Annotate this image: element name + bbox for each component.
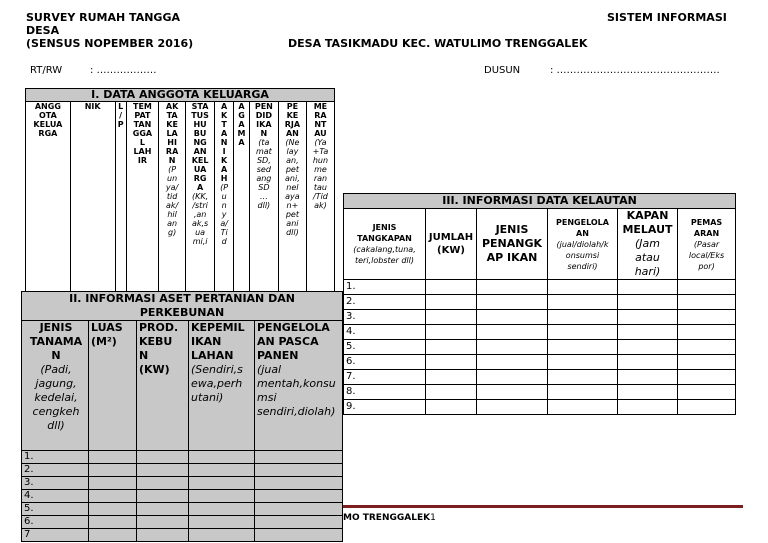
table2-col-hint: (Sendiri,s ewa,perh utani) [191,363,243,404]
table2-input-cell[interactable] [189,490,255,503]
table-row [22,516,343,529]
survey-title-line2: DESA [26,24,60,37]
footer-text: MO TRENGGALEK [343,513,431,523]
table3-input-cell[interactable] [548,370,618,385]
table3-input-cell[interactable] [678,340,736,355]
table3-input-cell[interactable] [618,355,678,370]
rtrw-value[interactable]: : ……………… [90,65,157,76]
table3-row-number[interactable]: 5. [344,340,426,355]
table2-input-cell[interactable] [137,464,189,477]
table1-col-title: STA TUS HU BU NG AN KEL UA RG A [191,102,209,192]
table3-input-cell[interactable] [426,295,477,310]
dusun-label: DUSUN [484,65,521,76]
table1-col-title: ANGG OTA KELUA RGA [33,102,63,138]
location-title: DESA TASIKMADU KEC. WATULIMO TRENGGALEK [288,37,588,50]
table2-input-cell[interactable] [137,451,189,464]
table2-col-hint: (jual mentah,konsu msi sendiri,diolah) [257,363,336,418]
table3-col-hint: (jual/diolah/k onsumsi sendiri) [556,239,609,271]
table2-input-cell[interactable] [89,516,137,529]
table-agriculture-assets [21,291,343,542]
system-title: SISTEM INFORMASI [607,11,727,24]
table-row [344,355,736,370]
table-row [344,310,736,325]
table3-input-cell[interactable] [426,385,477,400]
table3-col-title: JUMLAH (KW) [428,232,474,256]
table3-input-cell[interactable] [618,385,678,400]
footer [343,513,436,523]
table2-row-number[interactable]: 1. [22,451,89,464]
table3-input-cell[interactable] [477,400,548,415]
table1-col-title: TEM PAT TAN GGA L LAH IR [132,102,153,165]
table3-input-cell[interactable] [477,325,548,340]
table3-input-cell[interactable] [426,310,477,325]
table3-title: III. INFORMASI DATA KELAUTAN [344,194,736,209]
table3-col-title: JENIS PENANGK AP IKAN [481,223,543,264]
table3-row-number[interactable]: 8. [344,385,426,400]
table1-col-header [159,102,186,307]
table3-input-cell[interactable] [477,310,548,325]
table3-col-header [678,209,736,280]
table1-col-header [306,102,334,307]
table2-row-number[interactable]: 6. [22,516,89,529]
table2-input-cell[interactable] [89,477,137,490]
table3-input-cell[interactable] [548,385,618,400]
table1-col-header [215,102,234,307]
table1-col-title: PE KE RJA AN [284,102,301,138]
table-row [344,385,736,400]
dusun-value[interactable]: : …………………………………………. [550,65,720,76]
table-row [344,370,736,385]
table3-input-cell[interactable] [548,295,618,310]
table1-col-hint: (Ne lay an, pet ani, nel aya n+ pet ani dll) [285,138,300,237]
table3-input-cell[interactable] [678,355,736,370]
table-row [22,477,343,490]
table1-col-header [126,102,158,307]
table2-col-header [89,321,137,451]
table-marine-data [343,193,736,415]
table1-col-title: PEN DID IKA N [254,102,273,138]
table2-col-title: JENIS TANAMA N [29,321,83,362]
table3-input-cell[interactable] [477,355,548,370]
table1-col-title: NIK [84,102,101,111]
table2-input-cell[interactable] [89,464,137,477]
table1-col-title: A K T A N I K A H [220,102,228,183]
table3-input-cell[interactable] [678,310,736,325]
table2-input-cell[interactable] [255,477,343,490]
table3-input-cell[interactable] [678,370,736,385]
table2-input-cell[interactable] [255,451,343,464]
table2-input-cell[interactable] [89,490,137,503]
table2-input-cell[interactable] [189,464,255,477]
table3-input-cell[interactable] [618,310,678,325]
table2-input-cell[interactable] [189,503,255,516]
table3-input-cell[interactable] [477,385,548,400]
table3-input-cell[interactable] [618,340,678,355]
table2-input-cell[interactable] [189,477,255,490]
table2-col-title: PROD. KEBU N (KW) [139,321,179,376]
table3-input-cell[interactable] [618,370,678,385]
table2-input-cell[interactable] [255,503,343,516]
table3-col-hint: (cakalang,tuna, teri,lobster dll) [353,245,416,265]
survey-title-line3: (SENSUS NOPEMBER 2016) [26,37,194,50]
table3-col-hint: (Jam atau hari) [634,237,661,278]
table2-col-title: PENGELOLA AN PASCA PANEN [257,321,330,362]
table-family-members [25,88,335,307]
table3-col-title: JENIS TANGKAPAN [357,223,412,243]
table3-input-cell[interactable] [477,280,548,295]
table3-col-header [426,209,477,280]
table3-col-header [548,209,618,280]
rtrw-label: RT/RW [30,65,63,76]
table2-col-hint: (Padi, jagung, kedelai, cengkeh dll) [32,363,80,432]
table2-row-number[interactable]: 5. [22,503,89,516]
table2-input-cell[interactable] [255,490,343,503]
table1-col-hint: (ta mat SD, sed ang SD … dll) [255,138,272,210]
table-row [344,400,736,415]
table-row [22,529,343,542]
table1-col-hint: (P un ya/ tid ak/ hil an g) [165,165,179,237]
table1-col-title: AK TA KE LA HI RA N [165,102,179,165]
table2-input-cell[interactable] [189,516,255,529]
table3-input-cell[interactable] [426,370,477,385]
table2-input-cell[interactable] [89,451,137,464]
table2-col-header [137,321,189,451]
table3-input-cell[interactable] [548,280,618,295]
table3-input-cell[interactable] [426,355,477,370]
table1-col-hint: (KK, /stri ,an ak,s ua mi,i [191,192,209,246]
table1-col-header [234,102,250,307]
table3-input-cell[interactable] [618,325,678,340]
table3-input-cell[interactable] [678,385,736,400]
table2-input-cell[interactable] [189,529,255,542]
table3-col-hint: (Pasar local/Eks por) [688,239,725,271]
table3-input-cell[interactable] [477,340,548,355]
table2-row-number[interactable]: 3. [22,477,89,490]
table3-input-cell[interactable] [678,295,736,310]
table3-input-cell[interactable] [548,310,618,325]
table2-col-title: LUAS (M²) [91,321,123,348]
table3-col-header [477,209,548,280]
table3-row-number[interactable]: 2. [344,295,426,310]
table3-input-cell[interactable] [548,400,618,415]
table2-col-header [255,321,343,451]
table-row [22,464,343,477]
table1-col-hint: (Ya +Ta hun me ran tau /Tid ak) [312,138,329,210]
table3-row-number[interactable]: 4. [344,325,426,340]
table2-col-title: KEPEMIL IKAN LAHAN [191,321,245,362]
table-row [344,280,736,295]
table3-row-number[interactable]: 9. [344,400,426,415]
table3-input-cell[interactable] [477,295,548,310]
table1-col-header [278,102,306,307]
table3-row-number[interactable]: 1. [344,280,426,295]
table2-input-cell[interactable] [137,529,189,542]
table2-title: II. INFORMASI ASET PERTANIAN DAN PERKEBUNAN [22,292,343,321]
table3-input-cell[interactable] [426,280,477,295]
table3-input-cell[interactable] [678,325,736,340]
table-row [22,490,343,503]
table2-input-cell[interactable] [89,529,137,542]
table3-input-cell[interactable] [548,325,618,340]
table2-row-number[interactable]: 7 [22,529,89,542]
table3-input-cell[interactable] [618,295,678,310]
table3-input-cell[interactable] [548,355,618,370]
table2-input-cell[interactable] [137,516,189,529]
table3-input-cell[interactable] [477,370,548,385]
table3-col-title: KAPAN MELAUT [622,209,673,236]
table2-row-number[interactable]: 2. [22,464,89,477]
table3-input-cell[interactable] [678,400,736,415]
table3-input-cell[interactable] [678,280,736,295]
table2-input-cell[interactable] [89,503,137,516]
table2-input-cell[interactable] [189,451,255,464]
table1-col-hint: (P u n y a/ Ti d [220,183,229,246]
table2-col-header [22,321,89,451]
table2-input-cell[interactable] [137,490,189,503]
table3-input-cell[interactable] [426,400,477,415]
table1-col-header [26,102,71,307]
table2-input-cell[interactable] [255,529,343,542]
table3-col-title: PEMAS ARAN [690,217,723,238]
table3-input-cell[interactable] [618,280,678,295]
table1-col-title: ME RA NT AU [313,102,328,138]
table1-col-header [70,102,115,307]
table3-input-cell[interactable] [426,325,477,340]
table1-col-title: L / P [117,102,124,129]
table2-row-number[interactable]: 4. [22,490,89,503]
table3-input-cell[interactable] [548,340,618,355]
table1-col-title: A G A M A [237,102,246,147]
table2-input-cell[interactable] [137,477,189,490]
table1-col-header [186,102,215,307]
table3-input-cell[interactable] [618,400,678,415]
table-row [22,503,343,516]
table-row [344,295,736,310]
table3-row-number[interactable]: 6. [344,355,426,370]
page-number: 1 [430,513,436,523]
table-row [22,451,343,464]
table3-row-number[interactable]: 7. [344,370,426,385]
table3-col-header [618,209,678,280]
survey-title-line1: SURVEY RUMAH TANGGA [26,11,180,24]
table3-input-cell[interactable] [426,340,477,355]
table1-col-header [249,102,278,307]
table3-col-header [344,209,426,280]
table1-title: I. DATA ANGGOTA KELUARGA [26,89,335,102]
table-row [344,325,736,340]
table2-input-cell[interactable] [255,464,343,477]
table3-row-number[interactable]: 3. [344,310,426,325]
table-row [344,340,736,355]
table1-col-header [115,102,126,307]
table2-input-cell[interactable] [137,503,189,516]
table3-col-title: PENGELOLA AN [556,217,609,238]
table2-input-cell[interactable] [255,516,343,529]
table2-col-header [189,321,255,451]
footer-divider [343,505,743,508]
